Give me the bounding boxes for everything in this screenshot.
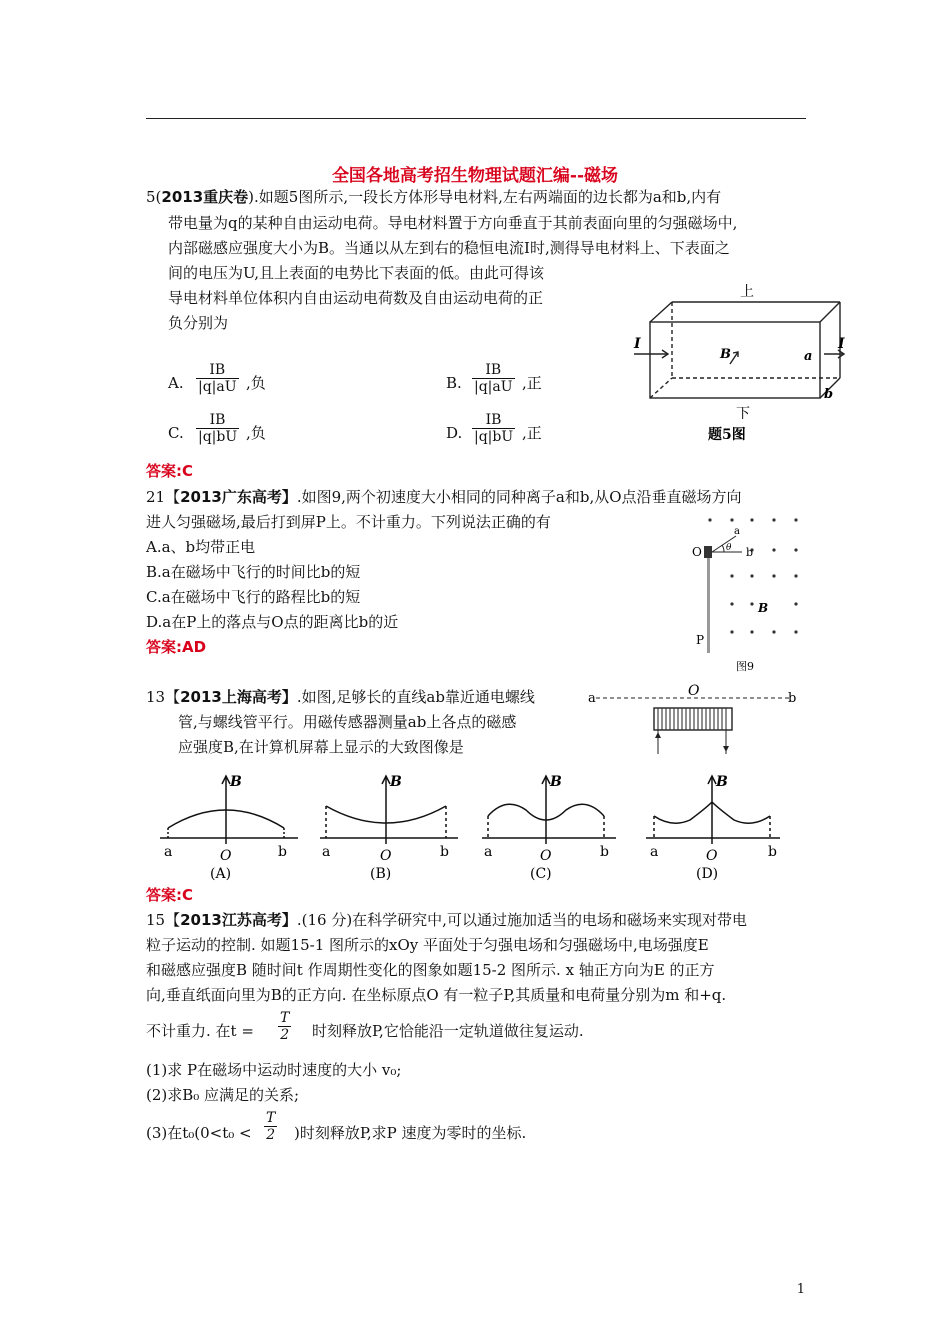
q5-option-fraction: $\frac{IB}{|q|bU}$	[198, 412, 238, 445]
graph-option-label: (C)	[530, 866, 552, 882]
q21-option: C.a在磁场中飞行的路程比b的短	[146, 588, 361, 606]
figure-label-b-field: B	[758, 601, 769, 615]
q13-stem: 13【2013上海高考】.如图,足够长的直线ab靠近通电螺线	[146, 688, 535, 706]
q21-option: B.a在磁场中飞行的时间比b的短	[146, 563, 361, 581]
graph-tick-label: a	[164, 844, 173, 860]
q13-graphs	[156, 768, 806, 886]
figure-label-b: b	[788, 691, 797, 706]
q15-subquestion-3: (3)在t₀(0<t₀ <	[146, 1124, 252, 1142]
q21-option: D.a在P上的落点与O点的距离比b的近	[146, 613, 399, 631]
q15-fraction: $\frac{T}{2}$	[266, 1110, 276, 1143]
figure-label-a: a	[734, 526, 740, 537]
graph-axis-label: B	[390, 774, 402, 790]
q13-figure	[584, 684, 804, 762]
q13-line: 管,与螺线管平行。用磁传感器测量ab上各点的磁感	[178, 713, 517, 731]
q5-line: 带电量为q的某种自由运动电荷。导电材料置于方向垂直于其前表面向里的匀强磁场中,	[168, 214, 738, 232]
graph-tick-label: O	[220, 848, 232, 864]
figure-caption: 题5图	[708, 427, 746, 443]
q21-figure	[688, 508, 818, 676]
q5-option-fraction: $\frac{IB}{|q|aU}$	[474, 362, 513, 395]
q21-option: A.a、b均带正电	[146, 538, 256, 556]
q5-option-sign: ,负	[246, 424, 266, 442]
figure-label-bottom: 下	[736, 406, 750, 422]
figure-label-theta: θ	[726, 543, 732, 553]
q21-stem: 21【2013广东高考】.如图9,两个初速度大小相同的同种离子a和b,从O点沿垂直磁场方向	[146, 488, 742, 506]
graph-tick-label: b	[768, 844, 777, 860]
q15-line: 向,垂直纸面向里为B的正方向. 在坐标原点O 有一粒子P,其质量和电荷量分别为m 和+q.	[146, 986, 727, 1004]
graph-option-label: (B)	[370, 866, 392, 882]
header-rule	[146, 118, 806, 119]
q15-subquestion-1: (1)求 P在磁场中运动时速度的大小 v₀;	[146, 1061, 402, 1079]
figure-label-origin: O	[692, 545, 702, 559]
q5-option-sign: ,负	[246, 374, 266, 392]
graph-tick-label: b	[600, 844, 609, 860]
q21-line: 进人匀强磁场,最后打到屏P上。不计重力。下列说法正确的有	[146, 513, 551, 531]
q5-line: 间的电压为U,且上表面的电势比下表面的低。由此可得该	[168, 264, 545, 282]
figure-label-b: b	[746, 546, 754, 559]
q5-line: 内部磁感应强度大小为B。当通以从左到右的稳恒电流I时,测得导电材料上、下表面之	[168, 239, 730, 257]
q5-stem: 5(2013重庆卷).如题5图所示,一段长方体形导电材料,左右两端面的边长都为a和b,内有	[146, 188, 722, 206]
q13-line: 应强度B,在计算机屏幕上显示的大致图像是	[178, 738, 464, 756]
q5-option-label: A.	[168, 374, 184, 392]
q5-option-label: C.	[168, 424, 184, 442]
graph-tick-label: O	[540, 848, 552, 864]
q15-stem: 15【2013江苏高考】.(16 分)在科学研究中,可以通过施加适当的电场和磁场来实现对带电	[146, 911, 747, 929]
graph-tick-label: O	[706, 848, 718, 864]
figure-label-screen: P	[696, 633, 705, 647]
graph-tick-label: a	[322, 844, 331, 860]
q15-subquestion-3: )时刻释放P,求P 速度为零时的坐标.	[294, 1124, 527, 1142]
q5-line: 负分别为	[168, 314, 229, 332]
q5-figure	[628, 280, 848, 450]
q15-fraction: $\frac{T}{2}$	[280, 1010, 290, 1043]
graph-tick-label: b	[440, 844, 449, 860]
q5-option-fraction: $\frac{IB}{|q|aU}$	[198, 362, 237, 395]
figure-label-a: a	[588, 691, 596, 706]
q15-subquestion-2: (2)求B₀ 应满足的关系;	[146, 1086, 300, 1104]
figure-label-origin: O	[688, 684, 700, 699]
q5-option-sign: ,正	[522, 424, 542, 442]
q5-option-sign: ,正	[522, 374, 542, 392]
page-number: 1	[796, 1282, 805, 1297]
graph-tick-label: O	[380, 848, 392, 864]
figure-caption: 图9	[736, 660, 754, 673]
figure-label-top: 上	[740, 284, 754, 300]
q15-release-text: 时刻释放P,它恰能沿一定轨道做往复运动.	[312, 1022, 584, 1040]
graph-tick-label: a	[650, 844, 659, 860]
figure-label-current: I	[838, 336, 845, 352]
graph-axis-label: B	[230, 774, 242, 790]
q5-line: 导电材料单位体积内自由运动电荷数及自由运动电荷的正	[168, 289, 544, 307]
q15-line: 和磁感应强度B 随时间t 作周期性变化的图象如题15-2 图所示. x 轴正方向为E 的正方	[146, 961, 715, 979]
figure-label-a: a	[804, 349, 813, 364]
figure-label-b-field: B	[720, 347, 731, 362]
page-title: 全国各地高考招生物理试题汇编--磁场	[331, 166, 619, 186]
graph-tick-label: a	[484, 844, 493, 860]
graph-tick-label: b	[278, 844, 287, 860]
graph-option-label: (D)	[696, 866, 719, 882]
q5-answer: 答案:C	[146, 462, 194, 480]
q15-line: 粒子运动的控制. 如题15-1 图所示的xOy 平面处于匀强电场和匀强磁场中,电场强度E	[146, 936, 709, 954]
q21-answer: 答案:AD	[146, 638, 207, 656]
figure-label-current: I	[634, 336, 641, 352]
q15-release-text: 不计重力. 在t =	[146, 1022, 254, 1040]
figure-label-b: b	[824, 387, 834, 402]
q5-option-label: B.	[446, 374, 462, 392]
graph-axis-label: B	[716, 774, 728, 790]
q5-option-label: D.	[446, 424, 463, 442]
graph-axis-label: B	[550, 774, 562, 790]
graph-option-label: (A)	[210, 866, 232, 882]
q13-answer: 答案:C	[146, 886, 194, 904]
q5-option-fraction: $\frac{IB}{|q|bU}$	[474, 412, 514, 445]
